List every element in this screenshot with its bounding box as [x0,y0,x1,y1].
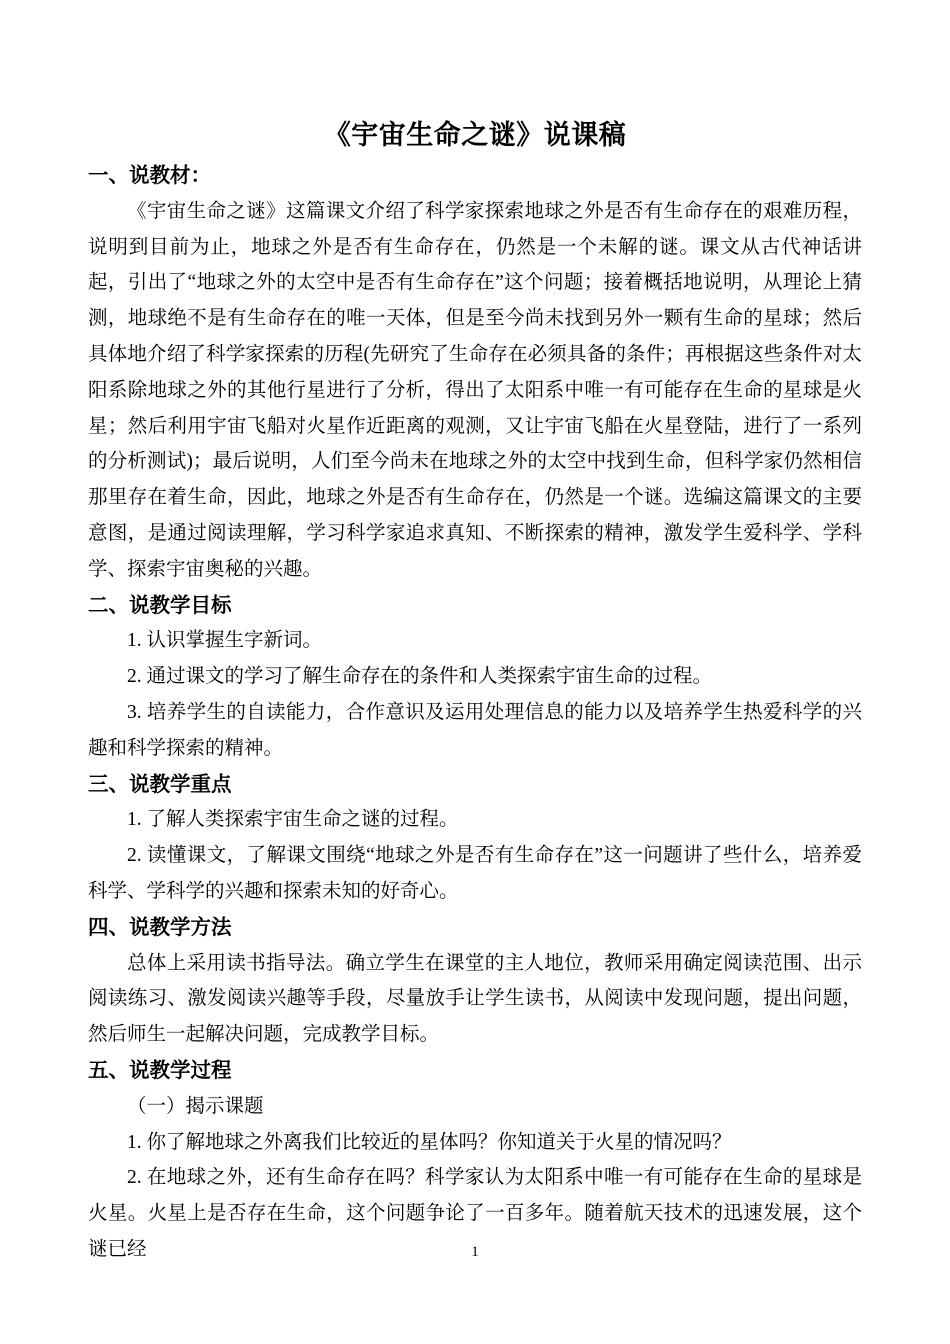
section-2-item-3: 3. 培养学生的自读能力，合作意识及运用处理信息的能力以及培养学生热爱科学的兴趣和科学探索的精神。 [88,701,862,759]
section-5-item-2: 2. 在地球之外，还有生命存在吗？科学家认为太阳系中唯一有可能存在生命的星球是火星。火星上是否存在生命，这个问题争论了一百多年。随着航天技术的迅速发展，这个谜已经 [88,1167,862,1260]
section-1-heading: 一、说教材： [88,164,211,187]
section-5-heading: 五、说教学过程 [88,1058,232,1082]
section-2-item-2: 2. 通过课文的学习了解生命存在的条件和人类探索宇宙生命的过程。 [127,666,713,688]
section-3-item-2: 2. 读懂课文，了解课文围绕“地球之外是否有生命存在”这一问题讲了些什么，培养爱科学、学科学的兴趣和探索未知的好奇心。 [88,845,862,902]
document-title: 《宇宙生命之谜》说课稿 [323,120,627,150]
section-1-paragraph-1: 《宇宙生命之谜》这篇课文介绍了科学家探索地球之外是否有生命存在的艰难历程，说明到目前为止，地球之外是否有生命存在，仍然是一个未解的谜。课文从古代神话讲起，引出了“地球之外的太空中是否有生命存在”这个问题；接着概括地说明，从理论上猜测，地球绝不是有生命存在的唯一天体，但是至今尚未找到另外一颗有生命的星球；然后具体地介绍了科学家探索的历程(先研究了生命存在必须具备的条件；再根据这些条件对太阳系除地球之外的其他行星进行了分析，得出了太阳系中唯一有可能存在生命的星球是火星；然后利用宇宙飞船对火星作近距离的观测，又让宇宙飞船在火星登陆，进行了一系列的分析测试)；最后说明，人们至今尚未在地球之外的太空中找到生命，但科学家仍然相信那里存在着生命，因此，地球之外是否有生命存在，仍然是一个谜。选编这篇课文的主要意图，是通过阅读理解，学习科学家追求真知、不断探索的精神，激发学生爱科学、学科学、探索宇宙奥秘的兴趣。 [88,200,862,580]
section-2-item-1: 1. 认识掌握生字新词。 [127,630,323,652]
document-content [88,112,862,1268]
section-5-subheading: （一）揭示课题 [127,1095,264,1117]
section-4-heading: 四、说教学方法 [88,915,232,939]
section-3-heading: 三、说教学重点 [88,772,232,796]
section-3-item-1: 1. 了解人类探索宇宙生命之谜的过程。 [127,809,459,831]
section-2-heading: 二、说教学目标 [88,593,232,617]
page-number: 1 [471,1244,479,1260]
section-5-item-1: 1. 你了解地球之外离我们比较近的星体吗？你知道关于火星的情况吗？ [127,1131,732,1153]
section-4-paragraph-1: 总体上采用读书指导法。确立学生在课堂的主人地位，教师采用确定阅读范围、出示阅读练习、激发阅读兴趣等手段，尽量放手让学生读书，从阅读中发现问题，提出问题，然后师生一起解决问题，完成教学目标。 [88,952,862,1046]
